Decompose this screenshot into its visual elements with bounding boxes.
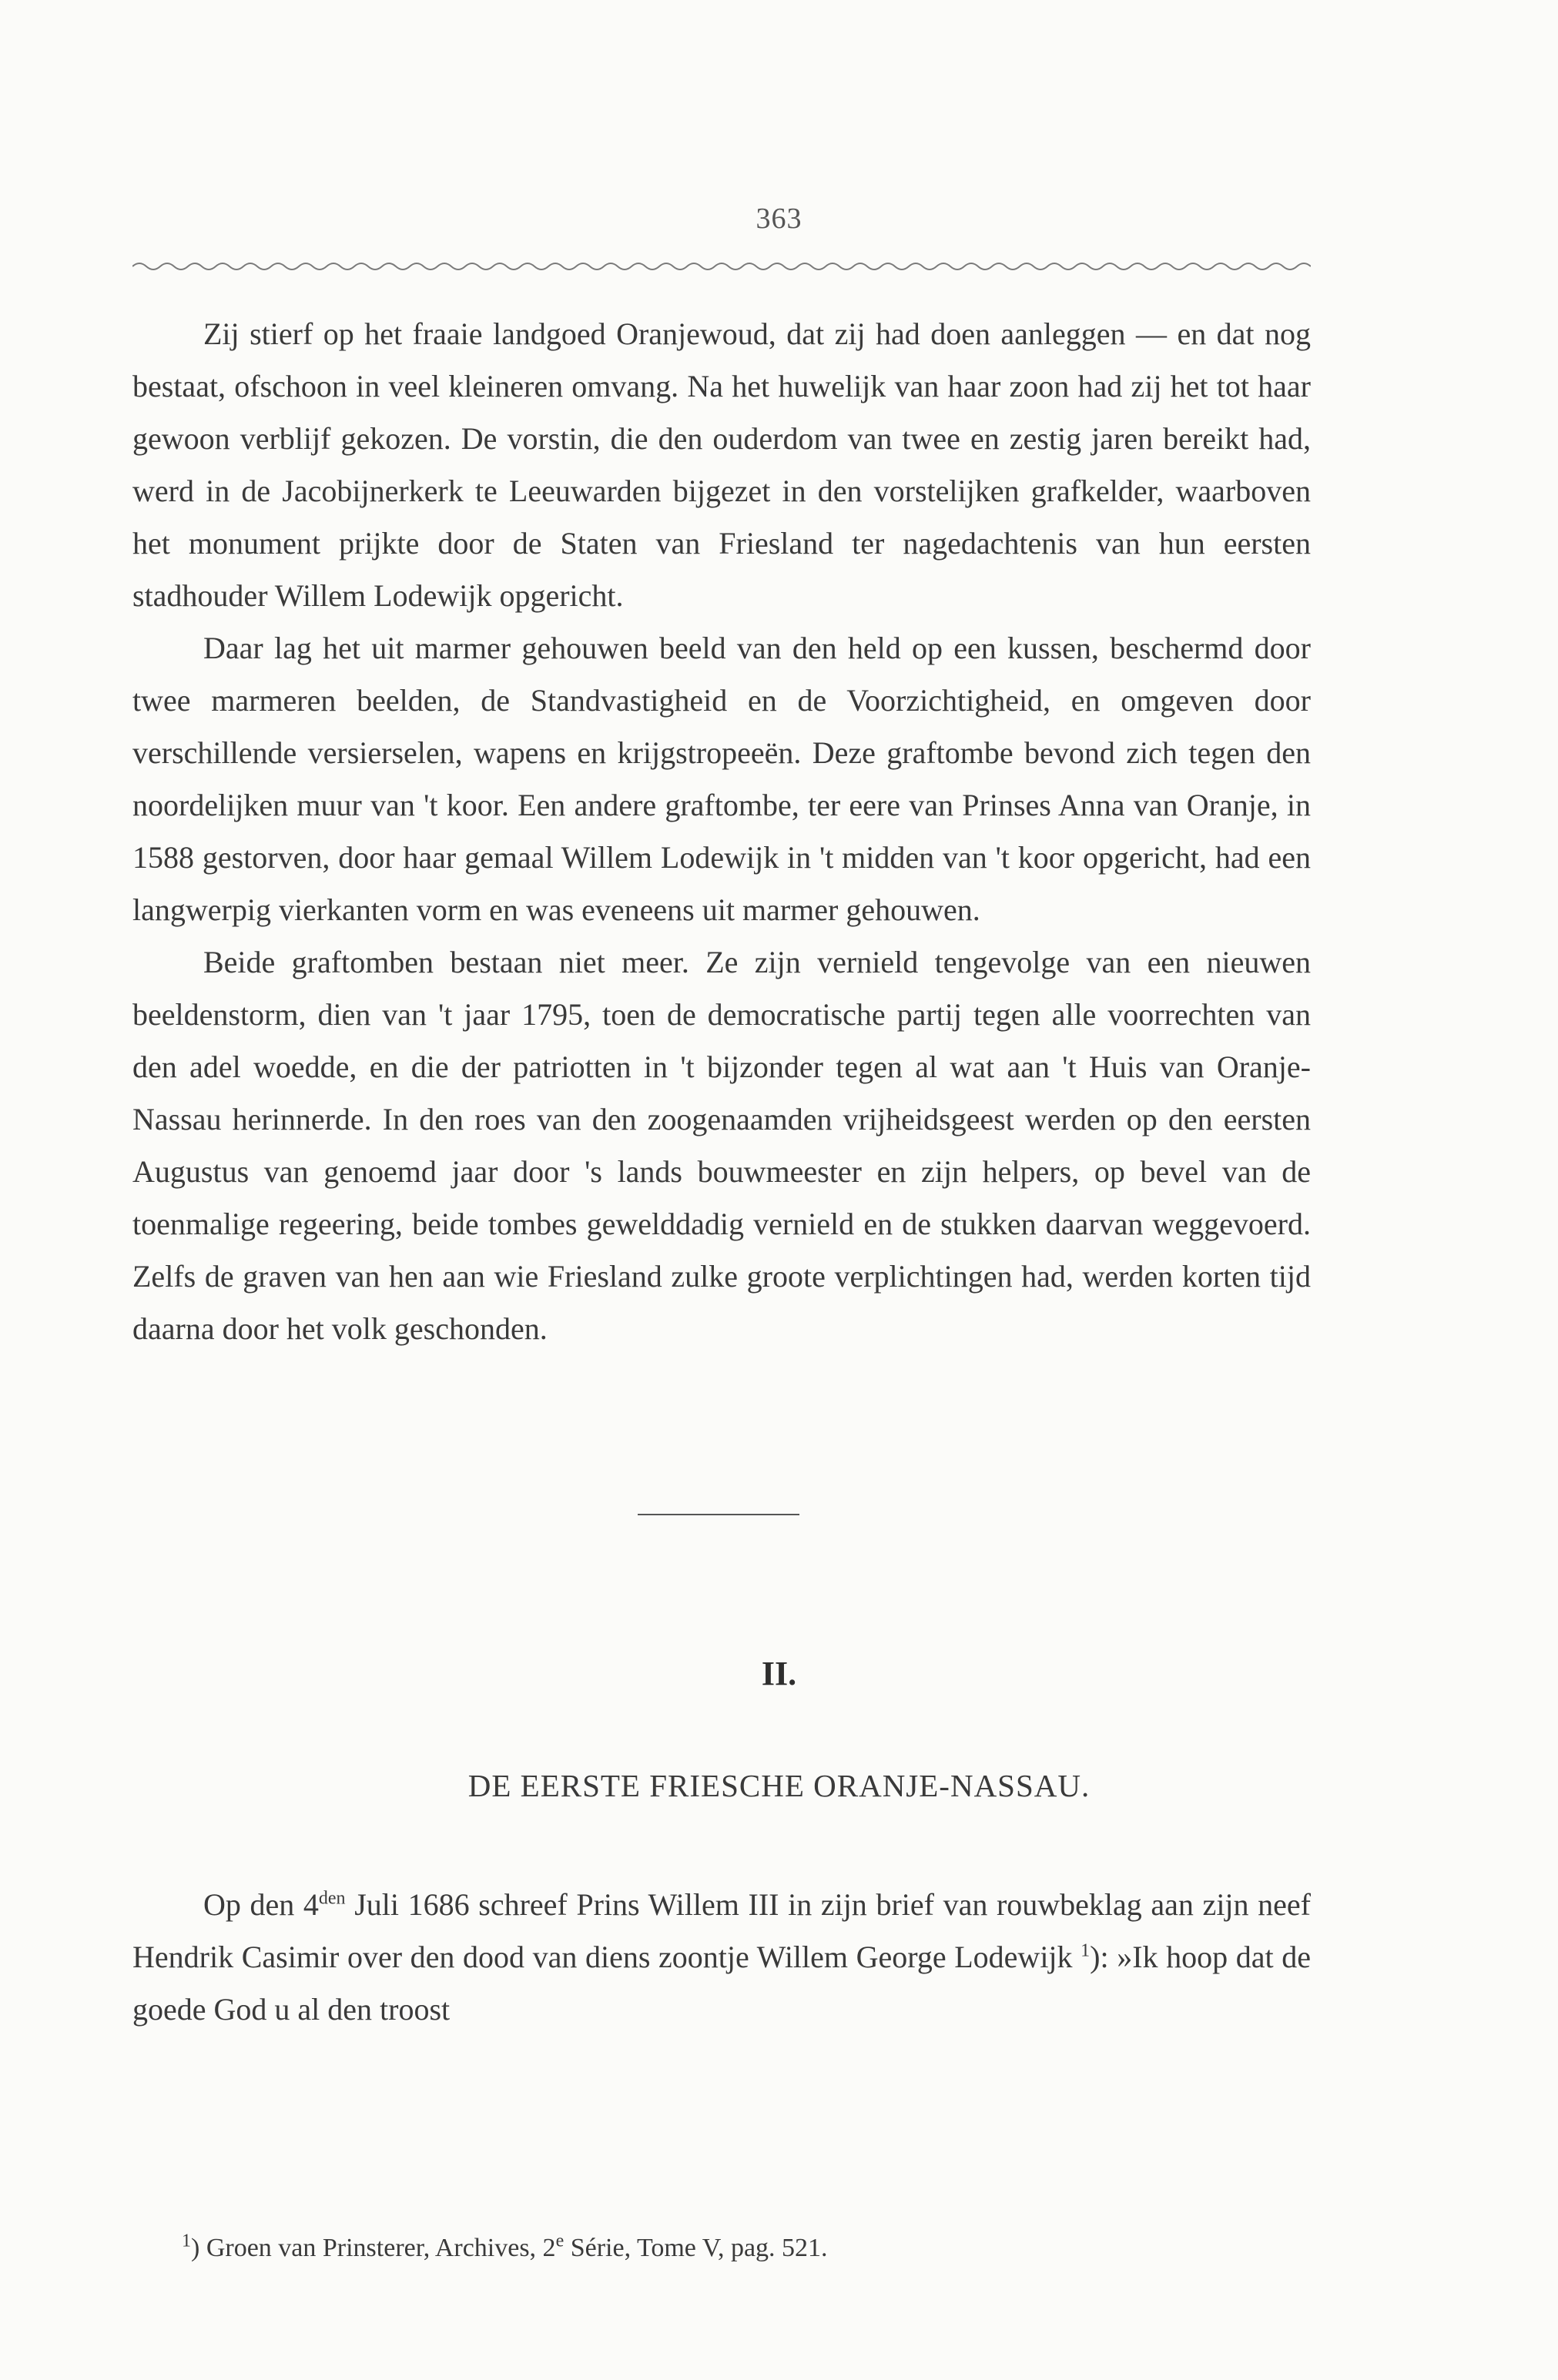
chapter-two-opening-text [132,1879,1311,2036]
page-number: 363 [756,203,802,235]
text-run: Op den 4 [203,1887,319,1922]
paragraph: Daar lag het uit marmer gehouwen beeld van den held op een kussen, beschermd door twee marmeren beelden, de Standvastigheid en de Voorzichtigheid, en omgeven door verschillende versierselen, wapens en krijgstropeeën. Deze graftombe bevond zich tegen den noordelijken muur van 't koor. Een andere graftombe, ter eere van Prinses Anna van Oranje, in 1588 gestorven, door haar gemaal Willem Lodewijk in 't midden van 't koor opgericht, had een langwerpig vierkanten vorm en was eveneens uit marmer gehouwen. [132,631,1311,927]
footnote-text: ) Groen van Prinsterer, Archives, 2 [191,2234,556,2262]
day-suffix: den [318,1888,346,1909]
paragraph: Beide graftomben bestaan niet meer. Ze zijn vernield tengevolge van een nieuwen beeldenstorm, dien van 't jaar 1795, toen de democratische partij tegen alle voorrechten van den adel woedde, en die der patriotten in 't bijzonder tegen al wat aan 't Huis van Oranje-Nassau herinnerde. In den roes van den zoogenaamden vrijheidsgeest werden op den eersten Augustus van genoemd jaar door 's lands bouwmeester en zijn helpers, op bevel van de toenmalige regeering, beide tombes gewelddadig vernield en de stukken daarvan weggevoerd. Zelfs de graven van hen aan wie Friesland zulke groote verplichtingen had, werden korten tijd daarna door het volk geschonden. [132,945,1311,1346]
section-title: DE EERSTE FRIESCHE ORANJE-NASSAU. [467,1768,1091,1803]
section-number: II. [761,1655,797,1692]
text-run: ): »Ik hoop dat de goede God u al den troost [132,1940,1312,2027]
text-run: Juli 1686 schreef Prins Willem III in zijn brief van rouwbeklag aan zijn neef Hendrik Casimir over den dood van diens zoontje Willem George Lodewijk [132,1887,1311,1974]
chapter-one-closing-text [132,308,1311,1355]
footnote-reference: 1 [1081,1940,1091,1961]
footnote [182,2231,1260,2265]
paragraph: Zij stierf op het fraaie landgoed Oranjewoud, dat zij had doen aanleggen — en dat nog bestaat, ofschoon in veel kleineren omvang. Na het huwelijk van haar zoon had zij het tot haar gewoon verblijf gekozen. De vorstin, die den ouderdom van twee en zestig jaren bereikt had, werd in de Jacobijnerkerk te Leeuwarden bijgezet in den vorstelijken grafkelder, waarboven het monument prijkte door de Staten van Friesland ter nagedachtenis van hun eersten stadhouder Willem Lodewijk opgericht. [132,316,1311,613]
footnote-text: Série, Tome V, pag. 521. [564,2234,828,2262]
section-divider [638,1514,799,1515]
footnote-marker: 1 [182,2231,191,2251]
paragraph [132,1879,1311,2036]
wavy-header-rule [132,259,1311,274]
edition-suffix: e [555,2231,565,2251]
